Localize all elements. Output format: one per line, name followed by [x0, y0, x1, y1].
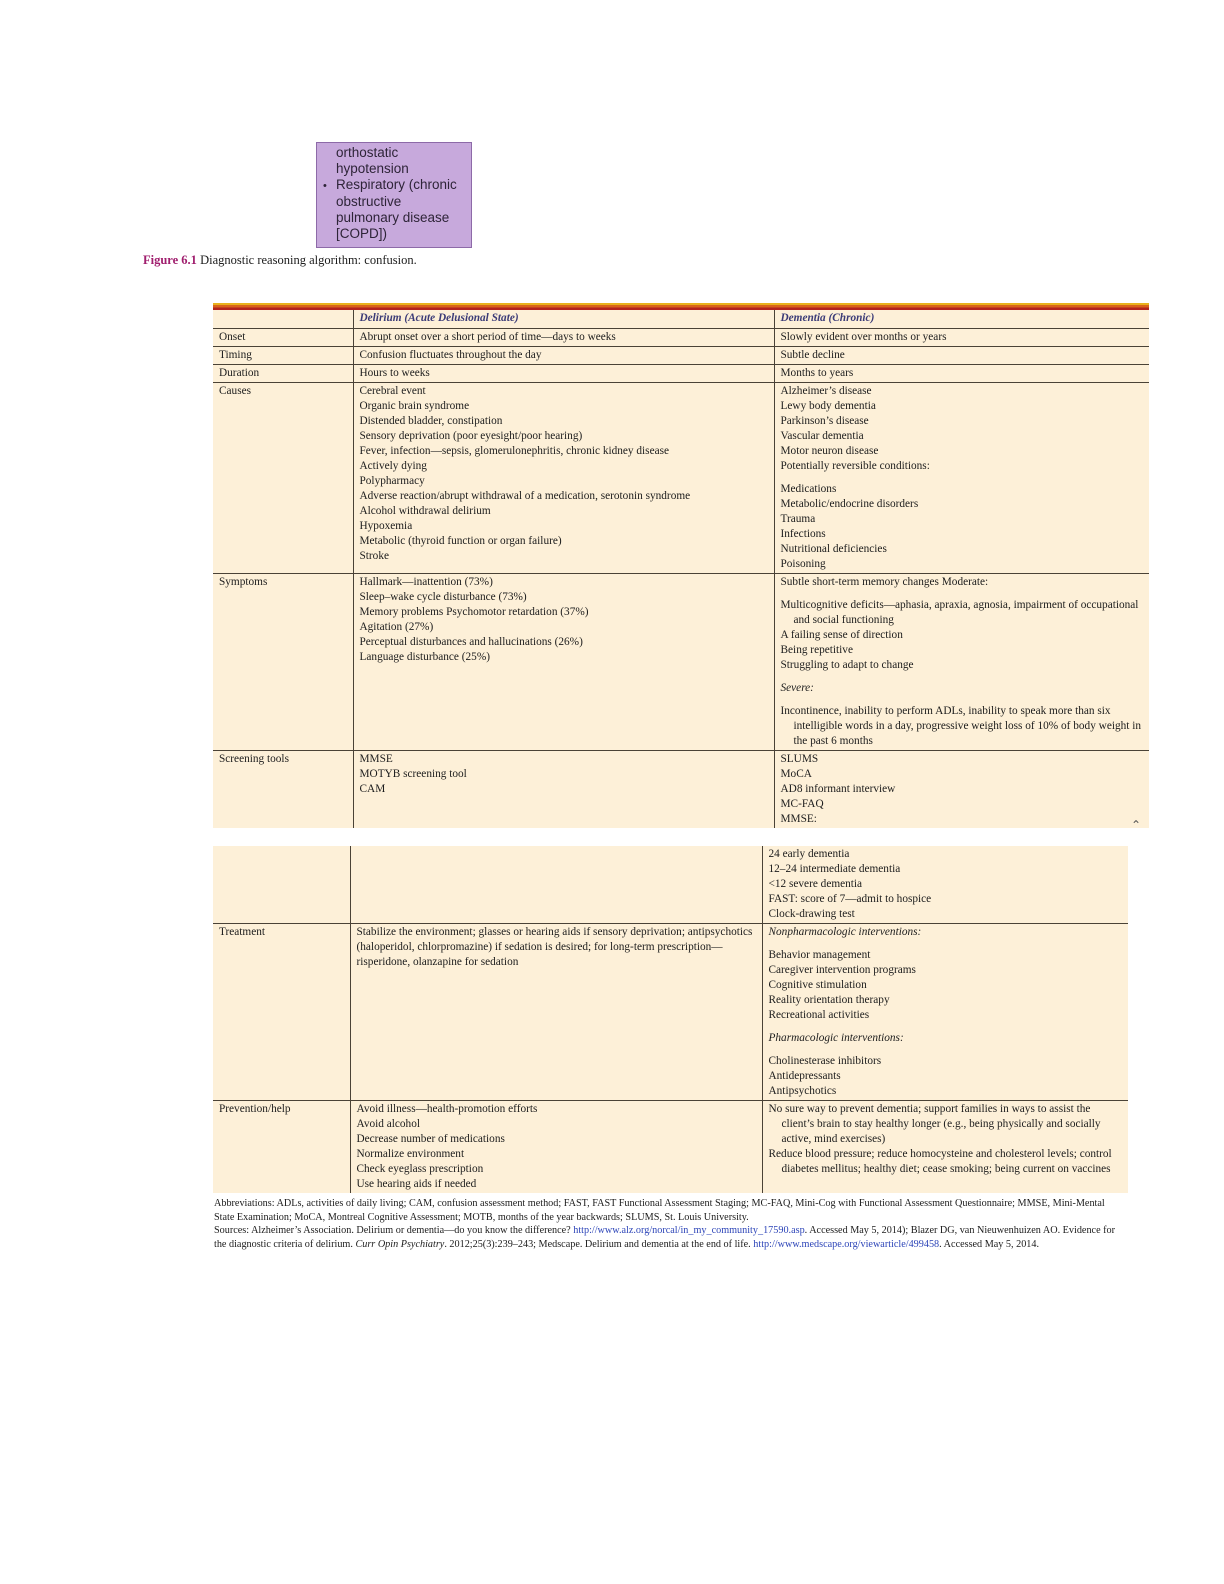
- list-item: Parkinson’s disease: [780, 415, 869, 427]
- cell-dementia: [774, 383, 1149, 574]
- header-cell-label: [213, 310, 353, 329]
- list-item: Antidepressants: [768, 1070, 841, 1082]
- sources-text: . 2012;25(3):239–243; Medscape. Delirium and dementia at the end of life.: [444, 1238, 751, 1250]
- cell-dementia: Subtle decline: [774, 347, 1149, 365]
- chevron-up-icon[interactable]: ⌃: [1130, 818, 1142, 832]
- cell-dementia: [762, 924, 1128, 1101]
- list-item: Cognitive stimulation: [768, 979, 867, 991]
- cell-dementia: [774, 574, 1149, 751]
- row-label: Duration: [213, 365, 353, 383]
- list-item: Normalize environment: [356, 1148, 465, 1160]
- list-item: Struggling to adapt to change: [780, 659, 914, 671]
- row-label: Prevention/help: [213, 1101, 350, 1194]
- figure-label: Figure 6.1: [143, 253, 197, 267]
- table-header-row: [213, 310, 1149, 329]
- list-item: Being repetitive: [780, 644, 853, 656]
- list-item: Language disturbance (25%): [359, 651, 490, 663]
- header-cell-delirium: Delirium (Acute Delusional State): [353, 310, 774, 329]
- list-item: Use hearing aids if needed: [356, 1178, 477, 1190]
- list-item: Stroke: [359, 550, 389, 562]
- abbreviations-note: Abbreviations: ADLs, activities of daily living; CAM, confusion assessment method; FAST, FAST Functional Assessment Staging; MC-FAQ, Mini-Cog with Functional Assessment Questionnaire; MMSE, Mini-Mental State Examination; MoCA, Montreal Cognitive Assessment; MOTB, months of the year backwards; SLUMS, St. Louis University.: [214, 1198, 1105, 1223]
- list-item: Reduce blood pressure; reduce homocysteine and cholesterol levels; control diabetes mellitus; healthy diet; cease smoking; being current on vaccines: [768, 1148, 1112, 1175]
- cell-delirium: [353, 574, 774, 751]
- row-label: [213, 846, 350, 924]
- cell-dementia: Slowly evident over months or years: [774, 329, 1149, 347]
- list-item: Sensory deprivation (poor eyesight/poor hearing): [359, 430, 583, 442]
- flowchart-node: [316, 142, 472, 248]
- row-label: Symptoms: [213, 574, 353, 751]
- list-item: Antipsychotics: [768, 1085, 837, 1097]
- list-item: MOTYB screening tool: [359, 768, 467, 780]
- flowchart-line: orthostatic: [336, 145, 399, 160]
- sources-note: [214, 1224, 1126, 1251]
- subheading: Pharmacologic interventions:: [768, 1032, 904, 1044]
- list-item: <12 severe dementia: [768, 878, 863, 890]
- list-item: Cholinesterase inhibitors: [768, 1055, 882, 1067]
- cell-delirium: [350, 1101, 762, 1194]
- header-cell-dementia: Dementia (Chronic): [774, 310, 1149, 329]
- cell-delirium: Confusion fluctuates throughout the day: [353, 347, 774, 365]
- list-item: Memory problems Psychomotor retardation (37%): [359, 606, 589, 618]
- cell-dementia: [774, 751, 1149, 829]
- list-item: Perceptual disturbances and hallucinations (26%): [359, 636, 583, 648]
- list-item: MMSE:: [780, 813, 817, 825]
- row-label: Treatment: [213, 924, 350, 1101]
- list-item: MoCA: [780, 768, 812, 780]
- list-item: Hypoxemia: [359, 520, 413, 532]
- list-item: Distended bladder, constipation: [359, 415, 503, 427]
- table-row-treatment: [213, 924, 1128, 1101]
- row-label: Onset: [213, 329, 353, 347]
- list-item: Recreational activities: [768, 1009, 870, 1021]
- list-item: Vascular dementia: [780, 430, 864, 442]
- table-row-screening-continued: [213, 846, 1128, 924]
- list-item: Caregiver intervention programs: [768, 964, 916, 976]
- table-row-symptoms: [213, 574, 1149, 751]
- list-item: Potentially reversible conditions:: [780, 460, 930, 472]
- list-item: AD8 informant interview: [780, 783, 896, 795]
- list-item: Avoid illness—health-promotion efforts: [356, 1103, 538, 1115]
- list-item: Decrease number of medications: [356, 1133, 505, 1145]
- table-row-timing: [213, 347, 1149, 365]
- list-item: Lewy body dementia: [780, 400, 876, 412]
- list-item: Multicognitive deficits—aphasia, apraxia, agnosia, impairment of occupational and social functioning: [780, 599, 1139, 626]
- comparison-table-continued: [213, 846, 1128, 1193]
- list-item: Metabolic/endocrine disorders: [780, 498, 919, 510]
- cell-dementia: [762, 1101, 1128, 1194]
- list-item: Check eyeglass prescription: [356, 1163, 484, 1175]
- cell-delirium: Stabilize the environment; glasses or hearing aids if sensory deprivation; antipsychotics (haloperidol, chlorpromazine) if sedation is desired; for long-term prescription—risperidone, olanzapine for sedation: [350, 924, 762, 1101]
- list-item: Fever, infection—sepsis, glomerulonephritis, chronic kidney disease: [359, 445, 670, 457]
- source-link-medscape[interactable]: http://www.medscape.org/viewarticle/499458: [753, 1238, 940, 1250]
- list-item: Motor neuron disease: [780, 445, 879, 457]
- list-item: Hallmark—inattention (73%): [359, 576, 493, 588]
- list-item: 24 early dementia: [768, 848, 850, 860]
- list-item: Infections: [780, 528, 826, 540]
- table-row-onset: [213, 329, 1149, 347]
- table-footnotes: [214, 1197, 1126, 1251]
- list-item: A failing sense of direction: [780, 629, 903, 641]
- list-item: Adverse reaction/abrupt withdrawal of a medication, serotonin syndrome: [359, 490, 691, 502]
- figure-caption-text: Diagnostic reasoning algorithm: confusion.: [200, 253, 417, 267]
- cell-delirium: Hours to weeks: [353, 365, 774, 383]
- list-item: Trauma: [780, 513, 816, 525]
- list-item: Medications: [780, 483, 837, 495]
- list-item: Nutritional deficiencies: [780, 543, 887, 555]
- table-row-causes: [213, 383, 1149, 574]
- list-item: Sleep–wake cycle disturbance (73%): [359, 591, 527, 603]
- sources-text: . Accessed May 5, 2014.: [939, 1238, 1040, 1250]
- list-item: MMSE: [359, 753, 393, 765]
- list-item: No sure way to prevent dementia; support families in ways to assist the client’s brain to stay healthy longer (e.g., being physically and socially active, mind exercises): [768, 1103, 1101, 1145]
- flowchart-line: hypotension: [336, 161, 409, 176]
- row-label: Causes: [213, 383, 353, 574]
- list-item: Behavior management: [768, 949, 871, 961]
- table-row-screening: [213, 751, 1149, 829]
- journal-title: Curr Opin Psychiatry: [355, 1238, 445, 1250]
- list-item: Alzheimer’s disease: [780, 385, 872, 397]
- list-item: SLUMS: [780, 753, 819, 765]
- list-item: MC-FAQ: [780, 798, 824, 810]
- list-item: Clock-drawing test: [768, 908, 855, 920]
- flowchart-line: [COPD]): [336, 226, 388, 241]
- row-label: Screening tools: [213, 751, 353, 829]
- cell-dementia: [762, 846, 1128, 924]
- list-item: Agitation (27%): [359, 621, 434, 633]
- row-label: Timing: [213, 347, 353, 365]
- cell-dementia: Months to years: [774, 365, 1149, 383]
- flowchart-line: pulmonary disease: [336, 210, 450, 225]
- cell-delirium: Abrupt onset over a short period of time—days to weeks: [353, 329, 774, 347]
- source-link-alz[interactable]: http://www.alz.org/norcal/in_my_community_17590.asp: [573, 1225, 805, 1236]
- list-item: Organic brain syndrome: [359, 400, 470, 412]
- list-item: Incontinence, inability to perform ADLs, inability to speak more than six intelligible words in a day, progressive weight loss of 10% of body weight in the past 6 months: [780, 705, 1142, 747]
- list-item: Avoid alcohol: [356, 1118, 420, 1130]
- list-item: Reality orientation therapy: [768, 994, 890, 1006]
- flowchart-line: • Respiratory (chronic: [323, 177, 465, 194]
- list-item: Polypharmacy: [359, 475, 425, 487]
- cell-delirium: [353, 383, 774, 574]
- table-row-duration: [213, 365, 1149, 383]
- sources-text: . Accessed May 5, 2014); Blazer DG, van Nieuwenhuizen AO. Evidence for the diagnostic criteria of delirium.: [214, 1225, 1116, 1250]
- list-item: Actively dying: [359, 460, 427, 472]
- list-item: Subtle short-term memory changes Moderate:: [780, 576, 989, 588]
- table-row-prevention: [213, 1101, 1128, 1194]
- list-item: Metabolic (thyroid function or organ failure): [359, 535, 562, 547]
- list-item: CAM: [359, 783, 386, 795]
- sources-text: Sources: Alzheimer’s Association. Delirium or dementia—do you know the difference?: [214, 1225, 571, 1236]
- subheading: Severe:: [780, 682, 814, 694]
- subheading: Nonpharmacologic interventions:: [768, 926, 922, 938]
- comparison-table: [213, 310, 1149, 828]
- list-item: 12–24 intermediate dementia: [768, 863, 901, 875]
- list-item: Alcohol withdrawal delirium: [359, 505, 491, 517]
- list-item: Poisoning: [780, 558, 826, 570]
- cell-delirium: [350, 846, 762, 924]
- list-item: Cerebral event: [359, 385, 426, 397]
- cell-delirium: [353, 751, 774, 829]
- flowchart-line: obstructive: [336, 194, 402, 209]
- figure-caption: [143, 253, 417, 268]
- list-item: FAST: score of 7—admit to hospice: [768, 893, 932, 905]
